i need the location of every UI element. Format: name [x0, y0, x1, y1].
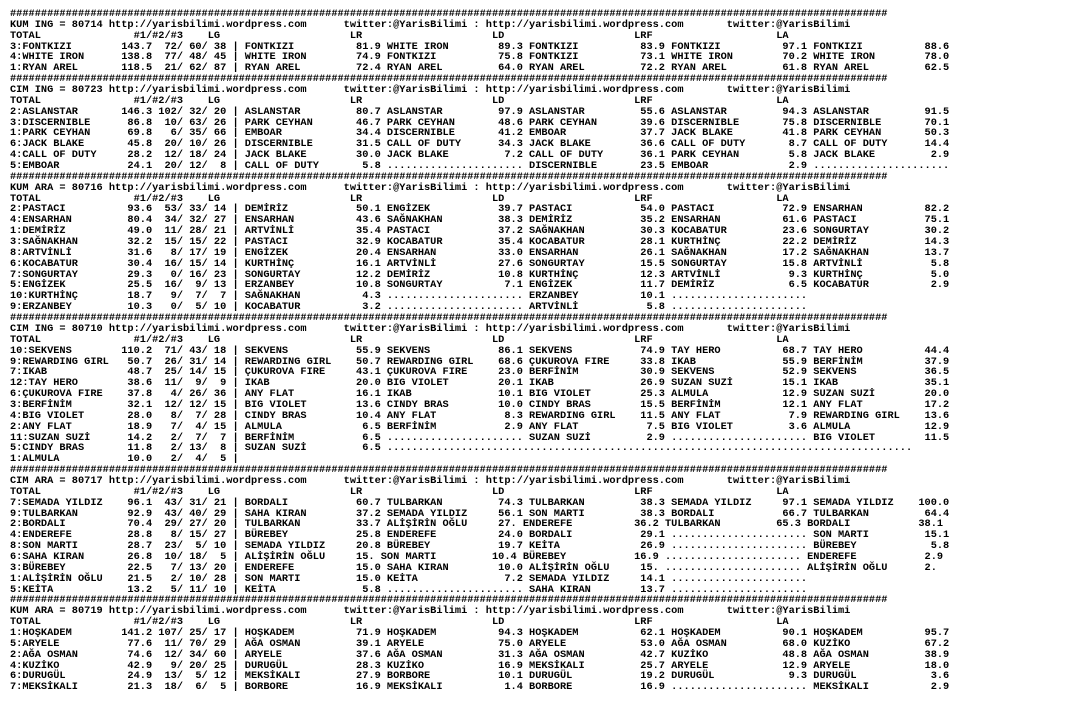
column-header: TOTAL #1/#2/#3 LG LR LD LRF LA	[10, 94, 789, 107]
horse-row: 4:CALL OF DUTY 28.2 12/ 18/ 24 | JACK BLAKE 30.0 JACK BLAKE 7.2 CALL OF DUTY 36.1 PARK CEYHAN 5.8 JACK BLAKE 2.9	[10, 149, 950, 162]
horse-row: 6:DURUGÜL 24.9 13/ 5/ 12 | MEKSİKALI 27.9 BORBORE 10.1 DURUGÜL 19.2 DURUGÜL 9.3 DURUGÜL 3.6	[10, 670, 950, 683]
horse-row: 2:ANY FLAT 18.9 7/ 4/ 15 | ALMULA 6.5 BERFİNİM 2.9 ANY FLAT 7.5 BIG VIOLET 3.6 ALMULA 12.9	[10, 420, 950, 433]
horse-row: 1:DEMİRİZ 49.0 11/ 28/ 21 | ARTVİNLİ 35.4 PASTACI 37.2 SAĞNAKHAN 30.3 KOCABATUR 23.6 SONGURTAY 30.2	[10, 225, 950, 238]
column-header: TOTAL #1/#2/#3 LG LR LD LRF LA	[10, 192, 789, 205]
horse-row: 6:KOCABATUR 30.4 16/ 15/ 14 | KURTHİNÇ 16.1 ARTVİNLİ 27.6 SONGURTAY 15.5 SONGURTAY 15.8 ARTVİNLİ 5.8	[10, 257, 950, 270]
horse-row: 2:ASLANSTAR 146.3 102/ 32/ 20 | ASLANSTAR 80.7 ASLANSTAR 97.9 ASLANSTAR 55.6 ASLANSTAR 94.3 ASLANSTAR 91.5	[10, 105, 950, 118]
horse-row: 4:WHITE IRON 138.8 77/ 48/ 45 | WHITE IRON 74.9 FONTKIZI 75.8 FONTKIZI 73.1 WHITE IRON 70.2 WHITE IRON 78.0	[10, 51, 950, 64]
horse-row: 3:FONTKIZI 143.7 72/ 60/ 38 | FONTKIZI 81.9 WHITE IRON 89.3 FONTKIZI 83.9 FONTKIZI 97.1 FONTKIZI 88.6	[10, 40, 950, 53]
separator-line: ##############################################################################################################################################	[10, 8, 888, 20]
horse-row: 2:AĞA OSMAN 74.6 12/ 34/ 60 | ARYELE 37.6 AĞA OSMAN 31.3 AĞA OSMAN 42.7 KUZİKO 48.8 AĞA OSMAN 38.9	[10, 648, 950, 661]
horse-row: 7:SONGURTAY 29.3 0/ 16/ 23 | SONGURTAY 12.2 DEMİRİZ 10.8 KURTHİNÇ 12.3 ARTVİNLİ 9.3 KURTHİNÇ 5.0	[10, 268, 950, 281]
horse-row: 7:IKAB 48.7 25/ 14/ 15 | ÇUKUROVA FIRE 43.1 ÇUKUROVA FIRE 23.0 BERFİNİM 30.9 SEKVENS 52.9 SEKVENS 36.5	[10, 366, 950, 379]
column-header: TOTAL #1/#2/#3 LG LR LD LRF LA	[10, 29, 789, 42]
horse-row: 6:SAHA KIRAN 26.8 10/ 18/ 5 | ALİŞİRİN OĞLU 15. SON MARTI 10.4 BÜREBEY 16.9 ...................... ENDEREFE 2.9	[10, 550, 944, 563]
horse-row: 2:BORDALI 70.4 29/ 27/ 20 | TULBARKAN 33.7 ALİŞİRİN OĞLU 27. ENDEREFE 36.2 TULBARKAN 65.3 BORDALI 38.1	[10, 518, 944, 531]
horse-row: 3:DISCERNIBLE 86.8 10/ 63/ 26 | PARK CEYHAN 46.7 PARK CEYHAN 48.6 PARK CEYHAN 39.6 DISCERNIBLE 75.8 DISCERNIBLE 70.1	[10, 116, 950, 129]
horse-row: 4:KUZİKO 42.9 9/ 20/ 25 | DURUGÜL 28.3 KUZİKO 16.9 MEKSİKALI 25.7 ARYELE 12.9 ARYELE 18.0	[10, 659, 950, 672]
separator-line: ##############################################################################################################################################	[10, 170, 888, 183]
horse-row: 9:REWARDING GIRL 50.7 26/ 31/ 14 | REWARDING GIRL 50.7 REWARDING GIRL 68.6 ÇUKUROVA FIRE 33.8 IKAB 55.9 BERFİNİM 37.9	[10, 355, 950, 368]
horse-row: 12:TAY HERO 38.6 11/ 9/ 9 | IKAB 20.0 BIG VIOLET 20.1 IKAB 26.9 SUZAN SUZİ 15.1 IKAB 35.1	[10, 377, 950, 390]
horse-row: 6:JACK BLAKE 45.8 20/ 10/ 26 | DISCERNIBLE 31.5 CALL OF DUTY 34.3 JACK BLAKE 36.6 CALL OF DUTY 8.7 CALL OF DUTY 14.4	[10, 138, 950, 151]
column-header: TOTAL #1/#2/#3 LG LR LD LRF LA	[10, 485, 789, 498]
horse-row: 8:SON MARTI 28.7 23/ 5/ 10 | SEMADA YILDIZ 20.8 BÜREBEY 19.7 KEİTA 26.9 ...................... BÜREBEY 5.8	[10, 540, 950, 553]
race-header: CIM ING = 80710 http://yarisbilimi.wordpress.com twitter:@YarisBilimi : http://yarisbilimi.wordpress.com twitter:@YarisBilimi	[10, 322, 851, 335]
separator-line: ##############################################################################################################################################	[10, 73, 888, 86]
race-header: CIM ARA = 80717 http://yarisbilimi.wordpress.com twitter:@YarisBilimi : http://yarisbilimi.wordpress.com twitter:@YarisBilimi	[10, 474, 851, 487]
horse-row: 1:ALİŞİRİN OĞLU 21.5 2/ 10/ 28 | SON MARTI 15.0 KEİTA 7.2 SEMADA YILDIZ 14.1 ......................	[10, 572, 808, 585]
horse-row: 1:PARK CEYHAN 69.8 6/ 35/ 66 | EMBOAR 34.4 DISCERNIBLE 41.2 EMBOAR 37.7 JACK BLAKE 41.8 PARK CEYHAN 50.3	[10, 127, 950, 140]
horse-row: 4:BIG VIOLET 28.0 8/ 7/ 28 | CINDY BRAS 10.4 ANY FLAT 8.3 REWARDING GIRL 11.5 ANY FLAT 7.9 REWARDING GIRL 13.6	[10, 409, 950, 422]
horse-row: 5:CINDY BRAS 11.8 2/ 13/ 8 | SUZAN SUZİ 6.5 .....................................................................................	[10, 442, 913, 455]
horse-row: 3:BERFİNİM 32.1 12/ 12/ 15 | BIG VIOLET 13.6 CINDY BRAS 10.0 CINDY BRAS 15.5 BERFİNİM 12.1 ANY FLAT 17.2	[10, 398, 950, 411]
separator-line: ##############################################################################################################################################	[10, 312, 888, 325]
column-header: TOTAL #1/#2/#3 LG LR LD LRF LA	[10, 333, 789, 346]
horse-row: 6:ÇUKUROVA FIRE 37.8 4/ 26/ 36 | ANY FLAT 16.1 IKAB 10.1 BIG VIOLET 25.3 ALMULA 12.9 SUZAN SUZİ 20.0	[10, 388, 950, 401]
horse-row: 10:KURTHİNÇ 18.7 9/ 7/ 7 | SAĞNAKHAN 4.3 ...................... ERZANBEY 10.1 ......................	[10, 290, 808, 303]
horse-row: 5:ARYELE 77.6 11/ 70/ 29 | AĞA OSMAN 39.1 ARYELE 75.0 ARYELE 53.0 AĞA OSMAN 68.0 KUZİKO 67.2	[10, 637, 950, 650]
horse-row: 5:KEİTA 13.2 5/ 11/ 10 | KEİTA 5.8 ...................... SAHA KIRAN 13.7 ......................	[10, 583, 808, 596]
column-header: TOTAL #1/#2/#3 LG LR LD LRF LA	[10, 616, 789, 629]
horse-row: 3:BÜREBEY 22.5 7/ 13/ 20 | ENDEREFE 15.0 SAHA KIRAN 10.0 ALİŞİRİN OĞLU 15. ...................... ALİŞİRİN OĞLU 2.	[10, 561, 937, 574]
horse-row: 4:ENSARHAN 80.4 34/ 32/ 27 | ENSARHAN 43.6 SAĞNAKHAN 38.3 DEMİRİZ 35.2 ENSARHAN 61.6 PASTACI 75.1	[10, 214, 950, 227]
horse-row: 1:ALMULA 10.0 2/ 4/ 5 |	[10, 453, 239, 466]
horse-row: 11:SUZAN SUZİ 14.2 2/ 7/ 7 | BERFİNİM 6.5 ...................... SUZAN SUZİ 2.9 ...................... BIG VIOLET 11.5	[10, 431, 950, 444]
separator-line: ##############################################################################################################################################	[10, 464, 888, 477]
horse-row: 9:ERZANBEY 10.3 0/ 5/ 10 | KOCABATUR 3.2 ...................... ARTVİNLİ 5.8 ......................	[10, 301, 808, 314]
horse-row: 4:ENDEREFE 28.8 8/ 15/ 27 | BÜREBEY 25.8 ENDEREFE 24.0 BORDALI 29.1 ...................... SON MARTI 15.1	[10, 529, 950, 542]
horse-row: 10:SEKVENS 110.2 71/ 43/ 18 | SEKVENS 55.9 SEKVENS 86.1 SEKVENS 74.9 TAY HERO 68.7 TAY HERO 44.4	[10, 344, 950, 357]
horse-row: 5:ENGİZEK 25.5 16/ 9/ 13 | ERZANBEY 10.8 SONGURTAY 7.1 ENGİZEK 11.7 DEMİRİZ 6.5 KOCABATUR 2.9	[10, 279, 950, 292]
horse-row: 8:ARTVİNLİ 31.6 8/ 17/ 19 | ENGİZEK 20.4 ENSARHAN 33.0 ENSARHAN 26.1 SAĞNAKHAN 17.2 SAĞNAKHAN 13.7	[10, 246, 950, 259]
race-header: KUM ARA = 80716 http://yarisbilimi.wordpress.com twitter:@YarisBilimi : http://yarisbilimi.wordpress.com twitter:@YarisBilimi	[10, 181, 851, 194]
race-header: KUM ING = 80714 http://yarisbilimi.wordpress.com twitter:@YarisBilimi : http://yarisbilimi.wordpress.com twitter:@YarisBilimi	[10, 18, 851, 31]
race-header: KUM ARA = 80719 http://yarisbilimi.wordpress.com twitter:@YarisBilimi : http://yarisbilimi.wordpress.com twitter:@YarisBilimi	[10, 605, 851, 618]
horse-row: 7:SEMADA YILDIZ 96.1 43/ 31/ 21 | BORDALI 60.7 TULBARKAN 74.3 TULBARKAN 38.3 SEMADA YILDIZ 97.1 SEMADA YILDIZ 100.0	[10, 496, 950, 509]
horse-row: 9:TULBARKAN 92.9 43/ 40/ 29 | SAHA KIRAN 37.2 SEMADA YILDIZ 56.1 SON MARTI 38.3 BORDALI 66.7 TULBARKAN 64.4	[10, 507, 950, 520]
horse-row: 5:EMBOAR 24.1 20/ 12/ 8 | CALL OF DUTY 5.8 ...................... DISCERNIBLE 23.5 EMBOAR 2.9 ......................	[10, 160, 950, 173]
horse-row: 7:MEKSİKALI 21.3 18/ 6/ 5 | BORBORE 16.9 MEKSİKALI 1.4 BORBORE 16.9 ...................... MEKSİKALI 2.9	[10, 681, 950, 694]
horse-row: 2:PASTACI 93.6 53/ 33/ 14 | DEMİRİZ 50.1 ENGİZEK 39.7 PASTACI 54.0 PASTACI 72.9 ENSARHAN 82.2	[10, 203, 950, 216]
separator-line: ##############################################################################################################################################	[10, 594, 888, 607]
horse-row: 1:RYAN AREL 118.5 21/ 62/ 87 | RYAN AREL 72.4 RYAN AREL 64.0 RYAN AREL 72.2 RYAN AREL 61.8 RYAN AREL 62.5	[10, 62, 950, 75]
horse-row: 1:HOŞKADEM 141.2 107/ 25/ 17 | HOŞKADEM 71.9 HOŞKADEM 94.3 HOŞKADEM 62.1 HOŞKADEM 90.1 HOŞKADEM 95.7	[10, 626, 950, 639]
race-statistics-sheet	[10, 9, 949, 693]
horse-row: 3:SAĞNAKHAN 32.2 15/ 15/ 22 | PASTACI 32.9 KOCABATUR 35.4 KOCABATUR 28.1 KURTHİNÇ 22.2 DEMİRİZ 14.3	[10, 236, 950, 249]
race-header: CIM ING = 80723 http://yarisbilimi.wordpress.com twitter:@YarisBilimi : http://yarisbilimi.wordpress.com twitter:@YarisBilimi	[10, 84, 851, 97]
